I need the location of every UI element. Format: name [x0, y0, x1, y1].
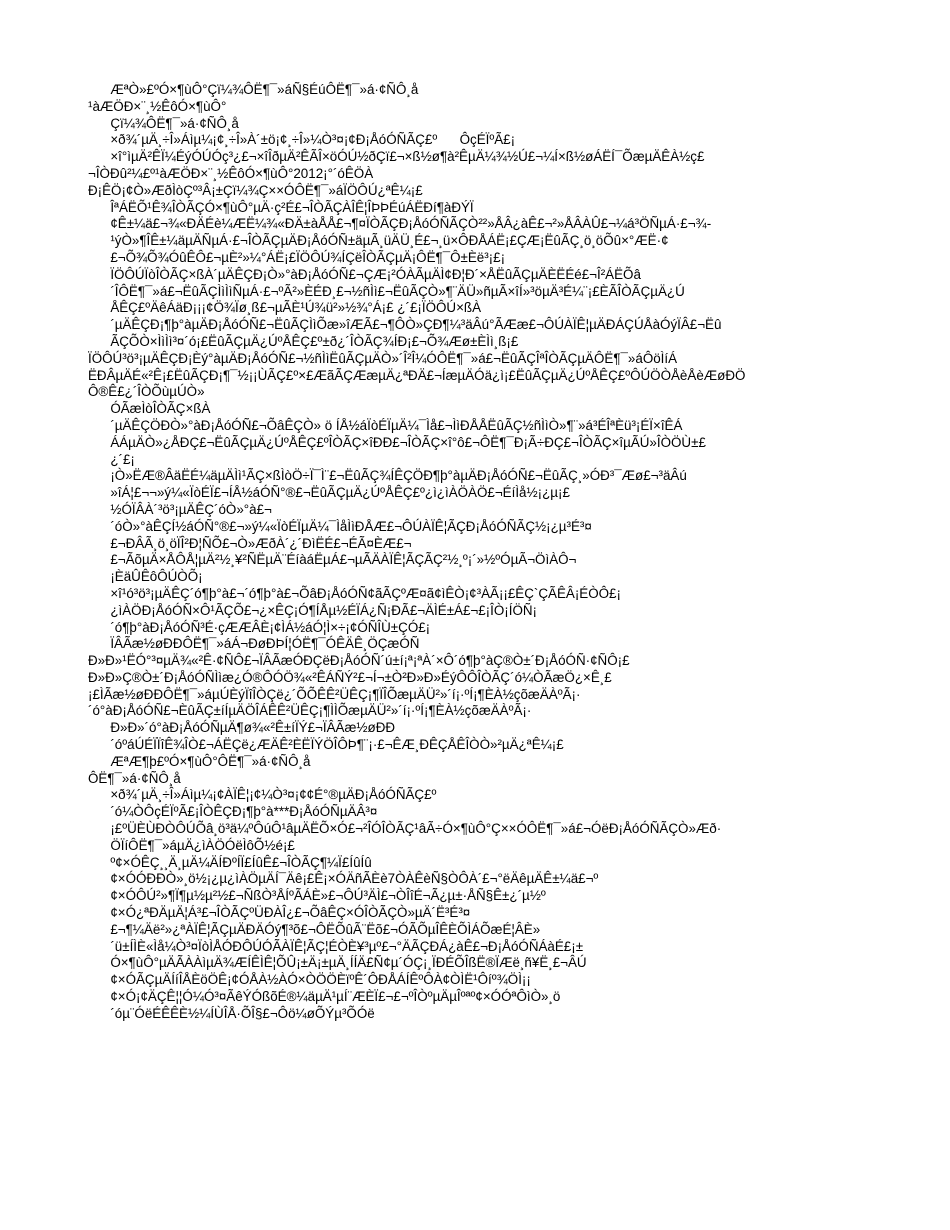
text-line: ÔË¶¯»á·¢ÑÔ¸å	[88, 770, 181, 786]
text-line: ÖÏíÔË¶¯»áµÄ¿ìÀÖÓëÌôÕ½é¡£	[88, 837, 295, 853]
text-line: ´óµ¨ÓëÉÊÊÈ½¼ÍÙÎÅ·ÕÎ§£¬Ôö¼øÕÝµ³ÕÓë	[88, 1005, 375, 1021]
text-line: Ð»Ð»¹ËÓ°³¤µÄ¾«²Ê·¢ÑÔ£¬ÏÂÃæÓÐÇëÐ¡ÅóÓÑ´ú±í¡ª¡ªÀ´×Ô´ó¶þ°àÇ®Ò±´Ð¡ÅóÓÑ·¢ÑÔ¡£	[88, 653, 630, 669]
text-line: ´µÄÊÇÖÐÒ»°àÐ¡ÅóÓÑ£¬ÕâÊÇÒ» ö ÍÅ½áÏòÉÏµÄ¼¯Ìå£¬ÌìÐÅÅËûÃÇ½ñÌìÒ»¶¨»á³ÉÎªÈü³¡ÉÏ×îÊÁ	[88, 417, 683, 433]
text-line: ÏÖÔÚÏòÎÒÃÇ×ßÀ´µÄÊÇÐ¡Ò»°àÐ¡ÅóÓÑ£¬ÇÆ¡²ÓÀÃµÄÌ¢Ð¦Ð´×ÅËûÃÇµÄÈËÉé£¬Î²ÁËÕâ	[88, 266, 641, 282]
text-line: ×î¹ó³ö³¡µÄÊÇ´ó¶þ°à£¬´ó¶þ°à£¬ÕâÐ¡ÅóÓÑ¢ãÃÇºÆ¤ã¢ìÊÒ¡¢³ÀÃ¡¡£ÊÇ`ÇÃÊÂ¡ÉÒÔ£¡	[88, 585, 621, 601]
text-line: ´ó¶þ°àÐ¡ÅóÓÑ³É·çÆÆÂÈ¡¢ÌÁ½áÓ¦Ì×÷¡¢ÓÑÎÙ±ÇÓ£¡	[88, 619, 431, 635]
text-line: ´ó¼ÒÔçÉÏºÃ£¡ÎÒÊÇÐ¡¶þ°à***Ð¡ÅóÓÑµÄÂ³¤	[88, 804, 378, 820]
text-line: ¹ýÒ»¶ÎÊ±¼äµÄÑµÁ·£¬ÎÒÃÇµÄÐ¡ÅóÓÑ±äµÃ¸üÄÜ¸É£¬¸ü×ÔÐÅÁË¡£ÇÆ¡ËûÃÇ¸ö¸öÕû×°ÆË·¢	[88, 233, 669, 249]
text-line: ¿ìÀÖÐ¡ÅóÓÑ×Ô¹ÃÇÕ£¬¿×ÊÇ¡Ó¶ÍÅµ½ÉÏÁ¿Ñ¡ÐÃ£¬ÄÌÉ±Á£¬£¡ÎÒ¡ÍÖÑ¡	[88, 602, 538, 618]
text-line: Ô®Ê£¿´ÎÒÕùµÚÒ»	[88, 384, 205, 400]
text-line: ÎªÁËÕ¹Ê¾ÎÒÃÇÓ×¶ùÔ°µÄ·ç²É£¬ÎÒÃÇÀÎÊ¦ÎÞÞÉúÁËÐí¶àÐÝÏ	[88, 199, 474, 215]
text-line: º¢×ÓÊÇ¸¸Ä¸µÄ¼ÄÍÐºÍÏ£ÍûÊ£¬ÎÒÃÇ¶¼Ï£ÍûÍû	[88, 854, 372, 870]
text-line: Ð¡ÊÖ¡¢Ò»ÆðÌòÇº³Â¡±Çï¼¾Ç××ÓÔË¶¯»áÏÖÔÚ¿ªÊ¼¡£	[88, 182, 423, 198]
document-page	[88, 82, 878, 1023]
text-line: £¬¶¼Äë²»¿ªÀÏÊ¦ÃÇµÄÐÄÓý¶³õ£¬ÔËÕûÃ¨Ëõ£¬ÓÃÕµÎÊÈÕÌÁÕæÉ¦ÂÈ»	[88, 921, 541, 937]
text-line: ÃÇÕÒ×ÌìÌì³¤´ó¡£ËûÃÇµÄ¿ÚºÅÊÇ£º±ð¿´ÎÒÃÇ¾ÍÐ¡£¬Õ¾Æø±ÈÌì¸ß¡£	[88, 333, 519, 349]
text-line: ÆªÒ»£ºÓ×¶ùÔ°Çï¼¾ÔË¶¯»áÑ§ÉúÔË¶¯»á·¢ÑÔ¸å	[88, 82, 419, 97]
text-line: ¢×Ó¡¢ÄÇÊ¦¦Ó¼Ó³¤ÃêÝÓßõÉ®¼äµÄ¹µÍ¨ÆÈÏ£¬£¬ºÎÒºµÄµÎºªº¢×ÓÓªÔìÒ»¸ö	[88, 989, 561, 1005]
text-line: ×ð¾´µÄ¸÷Î»Áìµ¼¡¢ÀÏÊ¦¡¢¼Ò³¤¡¢¢É°®µÄÐ¡ÅóÓÑÃÇ£º	[88, 787, 437, 803]
text-line: £¬ÃõµÄ×ÅÔÅ¦µÄ²½¸¥²ÑËµÄ¨ÉíàáËµÁ£¬µÃÄÀÏÊ¦ÃÇÃÇ²½¸º¡´»½ºÓµÃ¬ÖìÀÔ¬	[88, 552, 577, 568]
text-line: £¬ÐÂÃ¸ö¸öÏÎ²Ð¦ÑÕ£¬Ò»ÆðÀ´¿´ÐìËÉ£¬ÉÃ¤ÈÆ£¬	[88, 535, 412, 551]
text-line: ×ð¾´µÄ¸÷Î»Áìµ¼¡¢¸÷Î»À´±ö¡¢¸÷Î»¼Ò³¤¡¢Ð¡ÅóÓÑÃÇ£º ÔçÉÏºÃ£¡	[88, 132, 516, 148]
text-line: Ð»Ð»Ç®Ò±´Ð¡ÅóÓÑÌìæ¿Ó®ÔÓÖ¾«²ÊÁÑÝ²£¬Í¬±Ò²Ð»Ð»ÉýÔÔÎÒÃÇ´ó¼ÒÃæÖ¿×Ê¸£	[88, 669, 612, 685]
text-line: ¢×Ó¿ªÐÄµÄ¦Á³£¬ÎÒÃÇºÜÐÀÎ¿£¬ÕâÊÇ×ÓÎÒÃÇÒ»µÄ´Ë³É³¤	[88, 905, 471, 921]
text-line: »îÁ¦£¬¬»ý¼«ÏòÉÏ£¬ÍÅ½áÓÑ°®£¬ËûÃÇµÄ¿ÚºÅÊÇ£º¿ì¿ìÀÖÀÖ£¬ÉíÌå½¡¿µ¡£	[88, 485, 570, 501]
text-line: Ð»Ð»´ó°àÐ¡ÅóÓÑµÄ¶ø¾«²Ê±íÏÝ£¬ÏÂÃæ½øÐÐ	[88, 720, 396, 736]
text-line: ½ÓÏÂÀ´³ö³¡µÄÊÇ´óÒ»°à£¬	[88, 501, 272, 517]
text-line: ¿´£¡	[88, 451, 135, 467]
text-line: ¡£ÌÃæ½øÐÐÔË¶¯»áµÚÈýÏîÎÒÇë¿´ÕÕÊÊ²ÜÊÇ¡¶ÏÎÕæµÄÜ²»´í¡·ºÍ¡¶ÈÀ½çõæÄÀºÃ¡·	[88, 686, 581, 702]
text-line: ÅÊÇ£ºÄêÁäÐ¡¡¡¢Ö¾Ïø¸ß£¬µÃÈ¹Ú¾ü²»½¾°Á¡£ ¿´£¡ÏÖÔÚ×ßÀ	[88, 300, 482, 316]
text-line: ×î°ìµÄ²ÊÏ¼ÉýÓÚÓç³¿£¬×îÎðµÄ²ÊÃÎ×öÓÚ½ðÇï£¬×ß½ø¶à²ÊµÄ¼¾½Ú£¬¼Í×ß½øÁËÍ¯ÕæµÄÊÀ½ç£	[88, 149, 705, 165]
text-line: ÏÖÔÚ³ö³¡µÄÊÇÐ¡Èý°àµÄÐ¡ÅóÓÑ£¬½ñÌìËûÃÇµÄÒ»´Î²Î¼ÓÔË¶¯»á£¬ËûÃÇÎªÎÒÃÇµÄÔË¶¯»áÔöÌíÁ	[88, 350, 678, 366]
text-line: ´ÎÔË¶¯»á£¬ËûÃÇÌìÌìÑµÁ·£¬ºÃ²»ÈÉÐ¸£¬½ñÌì£¬ËûÃÇÒ»¶¨ÄÜ»ñµÃ×îÍ»³öµÄ³É¼¨¡£ÈÃÎÒÃÇµÄ¿Ú	[88, 283, 685, 299]
text-line: ¡£ºÜÈÙÐÒÔÚÕâ¸ö³ä¼ºÔúÔ¹âµÄËÕ×Ó£¬²ÎÓÎÒÃÇ¹âÃ÷Ó×¶ùÔ°Ç××ÓÔË¶¯»á£¬ÓëÐ¡ÅóÓÑÃÇÒ»Æð·	[88, 821, 722, 837]
text-line: ¡ÈäÛÊôÔÚÒÕ¡	[88, 569, 203, 585]
text-line: ¢×ÓÃÇµÄÍíÎÅÈöÖÊ¡¢ÓÅÀ½ÀÓ×ÒÖÖÈïºÊ´ÔÐÅÁÍÊºÔÀ¢ÒÌË¹Ôíº¾ÖÌ¡¡	[88, 972, 531, 988]
text-line: ´ü±ÍÌÈ«Ìå¼Ò³¤ÏòÌÅÓÐÔÚÓÃÀÏÊ¦ÃÇ¦ÉÒÈ¥³µº£¬°ÄÃÇÐÁ¿àÊ£¬Ð¡ÅóÓÑÁàÉ£¡±	[88, 938, 584, 954]
text-line: ¡Ò»ËÆ®ÂäËÉ¼äµÄÌì¹ÃÇ×ßÌòÖ÷Ï¯Ì¨£¬ËûÃÇ¾ÍÊÇÖÐ¶þ°àµÄÐ¡ÅóÓÑ£¬ËûÃÇ¸»ÓÐ³¯Æø£¬³äÂú	[88, 468, 687, 484]
text-line: ÓÃæÌòÎÒÃÇ×ßÀ	[88, 401, 211, 417]
text-line: Ó×¶ùÔ°µÄÃÀÀìµÄ¾ÆÍÊÌÊ¦ÕÛ¡±Ä¡±µÄ¸ÍÍÄ£Ñ¢µ´ÓÇ¡¸ÏÐÉÕÎßË®ÏÆë¸ñ¥Ë¸£¬ÂÚ	[88, 955, 587, 971]
text-line: ËÐÂµÄÉ«²Ê¡£ËûÃÇÐ¡¶¯½¡¡ÙÃÇ£º×£ÆãÃÇÆæµÄ¿ªÐÄ£¬ÍæµÄÓä¿ì¡£ËûÃÇµÄ¿ÚºÅÊÇ£ºÔÚÖÒÅèÅèÆøÐÖ	[88, 367, 746, 383]
text-line: ÆªÆ¶þ£ºÓ×¶ùÔ°ÔË¶¯»á·¢ÑÔ¸å	[88, 753, 311, 769]
text-line: ´óºáÚÉÏÏîÊ¾ÎÒ£¬ÁËÇë¿ÆÄÊ²ÈËÏÝÖÎÔÞ¶¨¡·£¬ÊÆ¸ÐÊÇÅÊÎÒÒ»²µÄ¿ªÊ¼¡£	[88, 737, 564, 753]
text-line: ¢×ÓÓÐÐÒ»¸ö½¡¿µ¿ìÀÖµÄÍ¯Äê¡£Ê¡×ÓÄñÃÈè7ÒÀÊèÑ§ÒÔÀ´£¬°ëÄêµÄÊ±¼ä£¬º	[88, 871, 599, 887]
text-line: ÁÁµÄÒ»¿ÅÐÇ£¬ËûÃÇµÄ¿ÚºÅÊÇ£ºÎÒÃÇ×îÐÐ£¬ÎÒÃÇ×î°ô£¬ÔË¶¯Ð¡Ã÷ÐÇ£¬ÎÒÃÇ×îµÃÚ»ÎÒÖÙ±£	[88, 434, 706, 450]
text-line: Çï¼¾ÔË¶¯»á·¢ÑÔ¸å	[88, 115, 239, 131]
text-line: ¬ÎÒÐû²¼£º¹àÆÖÐ×¨¸½ÊôÓ×¶ùÔ°2012¡°´óÊÖÀ	[88, 165, 374, 181]
text-line: ¢×ÓÔÚ²»¶Ï¶µ½µ²½£¬ÑßÒ³ÅÍºÃÁÈ»£¬ÔÚ³ÄÌ£¬ÒÎîÉ¬Ã¿µ±·ÅÑ§Ê±¿´µ½º	[88, 888, 546, 904]
text-line: ´µÄÊÇÐ¡¶þ°àµÄÐ¡ÅóÓÑ£¬ËûÃÇÌìÕæ»îÆÃ£¬¶ÔÒ»ÇÐ¶¼³äÂú°ÃÆæ£¬ÔÚÀÏÊ¦µÄÐÁÇÚÅàÓýÏÂ£¬Ëû	[88, 317, 722, 333]
text-line: ¢Ê±¼ä£¬¾«ÐÄÉè¼ÆË¼¾«ÐÄ±àÅÅ£¬¶¤ÏÒÃÇÐ¡ÅóÓÑÃÇÒ²²»ÅÂ¿àÊ£¬²»ÅÂÀÛ£¬¼á³ÖÑµÁ·£¬¾-	[88, 216, 712, 232]
text-line: £¬Õ¾Õ¾ÓûÊÔ£¬µÈ²»¼°ÁË¡£ÏÖÔÚ¾ÍÇëÎÒÃÇµÄ¡ÔË¶¯Ô±Èë³¡£¡	[88, 249, 506, 265]
text-line: ¹àÆÖÐ×¨¸½ÊôÓ×¶ùÔ°	[88, 98, 227, 114]
text-line: ÏÂÃæ½øÐÐÔË¶¯»áÁ¬ÐøÐÞÍ¦ÓË¶¯ÓÊÄÊ¸ÖÇæÓÑ	[88, 636, 420, 652]
text-line: ´óÒ»°àÊÇÍ½áÓÑ°®£¬»ý¼«ÏòÉÏµÄ¼¯ÌåÌìÐÅÆ£¬ÔÚÀÏÊ¦ÃÇÐ¡ÅóÓÑÃÇ½¡¿µ³É³¤	[88, 518, 592, 534]
text-line: ´ó°àÐ¡ÅóÓÑ£¬ÈûÃÇ±íÍµÄÖÎÁÊÊ²ÜÊÇ¡¶ÌÌÕæµÄÜ²»´í¡·ºÍ¡¶ÈÀ½çõæÄÀºÃ¡·	[88, 703, 532, 719]
